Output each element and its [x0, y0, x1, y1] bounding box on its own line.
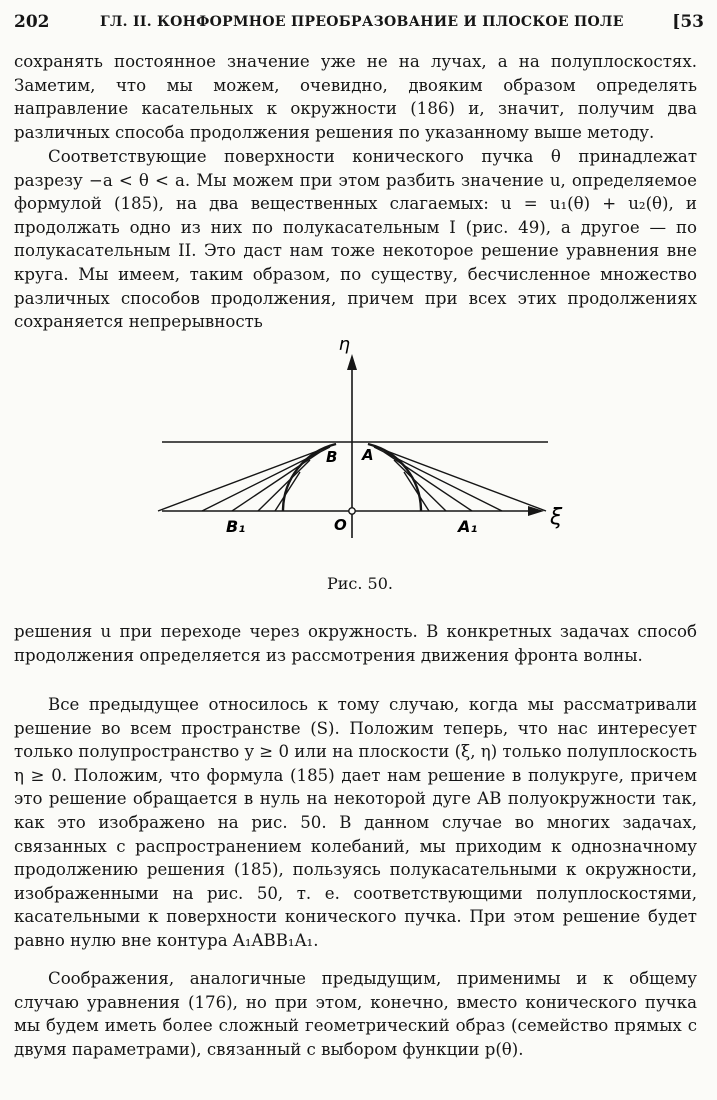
- figure-caption: Рис. 50.: [326, 574, 393, 593]
- figure-50: [140, 330, 580, 600]
- paragraph-2: Соответствующие поверхности конического пучка θ принадлежат разрезу −a < θ < a. Мы можем при этом разбить значение u, определяемое формулой (185), на два вещественных слагаемых: u = u₁(θ) + u₂(θ), и продолжать одно из них по полукасательным I (рис. 49), а другое — по полукасательным II. Это даст нам тоже некоторое решение уравнения вне круга. Мы имеем, таким образом, по существу, бесчисленное множество различных способов продолжения, причем при всех этих продолжениях сохраняется непрерывность: [14, 147, 697, 332]
- label-A1: A₁: [458, 517, 478, 536]
- paragraph-4: Все предыдущее относилось к тому случаю, когда мы рассматривали решение во всем пространстве (S). Положим теперь, что нас интересует только полупространство y ≥ 0 или на плоскости (ξ, η) только полуплоскость η ≥ 0. Положим, что формула (185) дает нам решение в полукруге, причем это решение обращается в нуль на некоторой дуге AB полуокружности так, как это изображено на рис. 50. В данном случае во многих задачах, связанных с распространением колебаний, мы приходим к однозначному продолжению решения (185), пользуясь полукасательными к окружности, изображенными на рис. 50, т. е. соответствующими полуплоскостями, касательными к поверхности конического пучка. При этом решение будет равно нулю вне контура A₁ABB₁A₁.: [14, 695, 697, 950]
- page-number: 202: [14, 12, 50, 32]
- paragraph-3: решения u при переходе через окружность. В конкретных задачах способ продолжения определяется из рассмотрения движения фронта волны.: [14, 622, 697, 665]
- label-eta: η: [338, 334, 350, 355]
- paragraph-5: Соображения, аналогичные предыдущим, применимы и к общему случаю уравнения (176), но при этом, конечно, вместо конического пучка мы будем иметь более сложный геометрический образ (семейство прямых с двумя параметрами), связанный с выбором функции p(θ).: [14, 969, 697, 1059]
- paragraph-1: сохранять постоянное значение уже не на лучах, а на полуплоскостях. Заметим, что мы можем, очевидно, двояким образом определять направление касательных к окружности (186) и, значит, получим два различных способа продолжения решения по указанному выше методу.: [14, 52, 697, 142]
- origin-point: [349, 508, 355, 514]
- tangent-lines-left: [158, 444, 336, 511]
- section-number: [53: [672, 12, 704, 32]
- running-header: [14, 10, 704, 34]
- label-xi: ξ: [550, 505, 563, 530]
- tangent-lines-right: [368, 444, 546, 511]
- figure-diagram: [140, 330, 580, 570]
- label-O: O: [334, 516, 347, 534]
- label-B: B: [326, 448, 338, 466]
- eta-arrow-icon: [347, 354, 357, 370]
- label-B1: B₁: [226, 517, 246, 536]
- label-A: A: [362, 446, 374, 464]
- chapter-title: ГЛ. II. КОНФОРМНОЕ ПРЕОБРАЗОВАНИЕ И ПЛОСКОЕ ПОЛЕ: [100, 14, 624, 30]
